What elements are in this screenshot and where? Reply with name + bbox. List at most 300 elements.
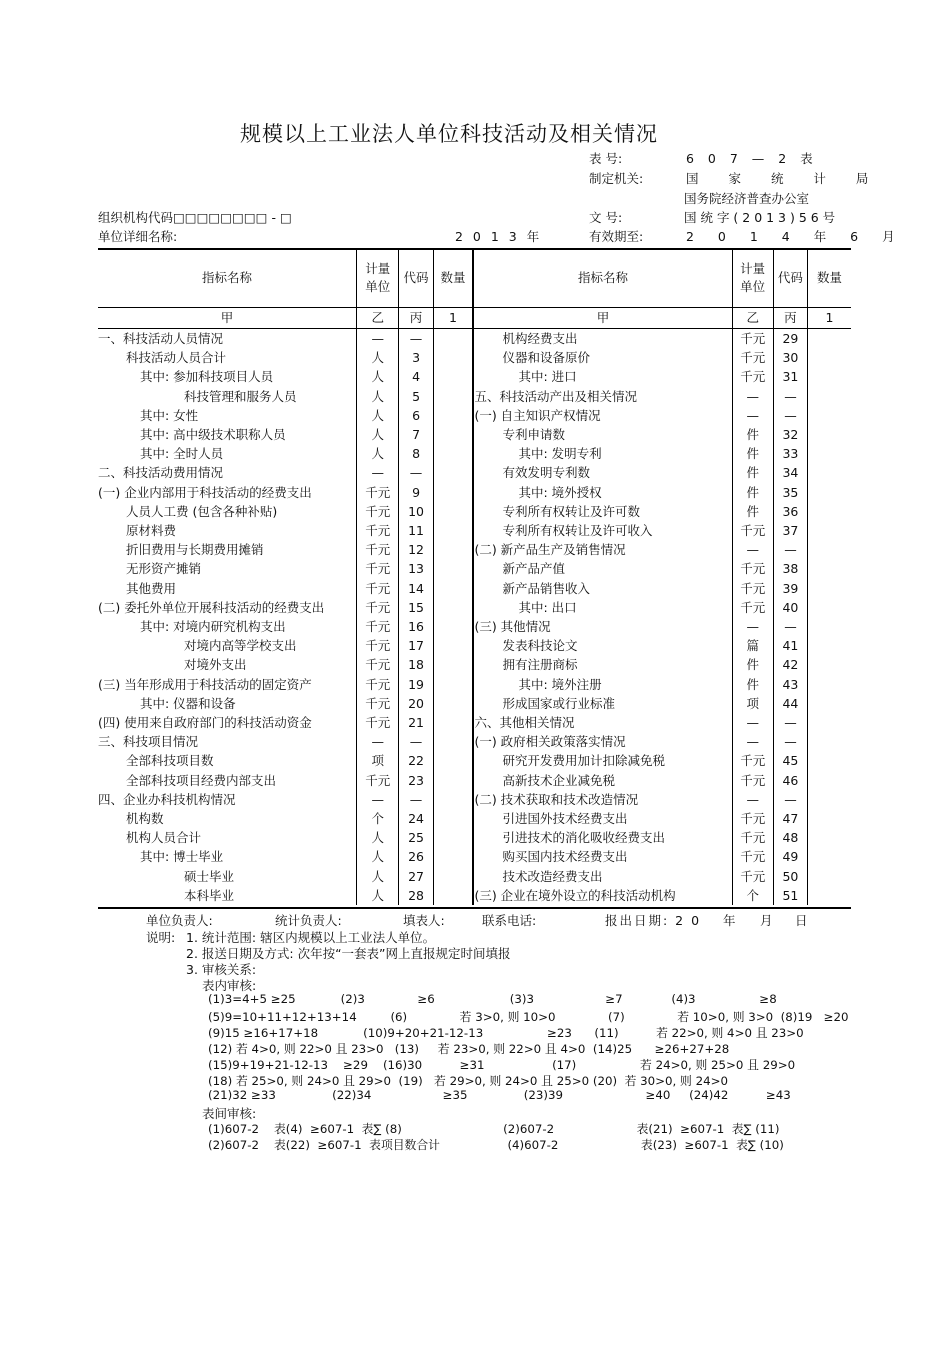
table-row <box>98 579 851 598</box>
unit-left: 千元 <box>357 617 399 636</box>
unit-right: — <box>732 732 773 751</box>
qty-left[interactable] <box>433 867 473 886</box>
table-row <box>98 655 851 674</box>
indicator-name-right: 仪器和设备原价 <box>502 350 590 366</box>
table-row <box>98 559 851 578</box>
table-row <box>98 348 851 367</box>
qty-right[interactable] <box>808 483 852 502</box>
qty-right[interactable] <box>808 444 852 463</box>
unit-right: — <box>732 790 773 809</box>
between-check-row: (1)607-2 表(4) ≥607-1 表∑ (8) (2)607-2 表(21) ≥607-1 表∑ (11) <box>208 1122 780 1136</box>
code-left: 25 <box>399 828 433 847</box>
code-right: 30 <box>773 348 807 367</box>
code-left: 15 <box>399 598 433 617</box>
inner-check-row: (1)3=4+5 ≥25 (2)3 ≥6 (3)3 ≥7 (4)3 ≥8 <box>208 992 777 1006</box>
unit-right: — <box>732 406 773 425</box>
qty-left[interactable] <box>433 540 473 559</box>
inner-check-label: 表内审核: <box>202 978 257 993</box>
header-code: 代码 <box>399 249 433 308</box>
indicator-name-right: 引进技术的消化吸收经费支出 <box>502 830 665 846</box>
indicator-name-left: 对境外支出 <box>184 657 247 673</box>
unit-right: 千元 <box>732 771 773 790</box>
indicator-name-right: 其中: 境外注册 <box>518 676 602 692</box>
table-row <box>98 790 851 809</box>
indicator-name-right: 专利所有权转让及许可收入 <box>502 523 653 539</box>
unit-right: 千元 <box>732 559 773 578</box>
unit-left: 人 <box>357 867 399 886</box>
code-right: 39 <box>773 579 807 598</box>
code-left: 13 <box>399 559 433 578</box>
unit-left: 人 <box>357 406 399 425</box>
qty-right[interactable] <box>808 771 852 790</box>
between-check-label: 表间审核: <box>202 1106 257 1121</box>
qty-left[interactable] <box>433 502 473 521</box>
unit-left: 千元 <box>357 502 399 521</box>
code-left: 21 <box>399 713 433 732</box>
indicator-name-left: 其中: 参加科技项目人员 <box>140 369 274 385</box>
header-qty-right: 数量 <box>808 249 852 308</box>
table-bottom-rule <box>98 907 851 909</box>
indicator-name-left: 人员人工费 (包含各种补贴) <box>126 503 278 519</box>
qty-left[interactable] <box>433 655 473 674</box>
table-row <box>98 521 851 540</box>
inner-check-row: (21)32 ≥33 (22)34 ≥35 (23)39 ≥40 (24)42 ≥43 <box>208 1088 791 1102</box>
qty-left[interactable] <box>433 751 473 770</box>
code-left: 27 <box>399 867 433 886</box>
inner-check-row: (9)15 ≥16+17+18 (10)9+20+21-12-13 ≥23 (11) 若 22>0, 则 4>0 且 23>0 <box>208 1026 804 1040</box>
qty-left[interactable] <box>433 348 473 367</box>
code-right: — <box>773 540 807 559</box>
table-row <box>98 540 851 559</box>
qty-left[interactable] <box>433 387 473 406</box>
unit-left: 人 <box>357 425 399 444</box>
table-row <box>98 483 851 502</box>
code-left: 16 <box>399 617 433 636</box>
unit-left: 千元 <box>357 694 399 713</box>
unit-left: 人 <box>357 886 399 905</box>
table-row <box>98 771 851 790</box>
indicator-name-right: (一) 政府相关政策落实情况 <box>474 734 626 750</box>
code-right: 41 <box>773 636 807 655</box>
qty-left[interactable] <box>433 406 473 425</box>
authority: 国 家 统 计 局 <box>686 171 882 186</box>
code-right: 45 <box>773 751 807 770</box>
unit-left: 千元 <box>357 771 399 790</box>
qty-right[interactable] <box>808 329 852 349</box>
unit-right: 件 <box>732 502 773 521</box>
table-row <box>98 675 851 694</box>
code-right: 35 <box>773 483 807 502</box>
code-left: 17 <box>399 636 433 655</box>
code-right: 32 <box>773 425 807 444</box>
code-right: 29 <box>773 329 807 349</box>
unit-left: 人 <box>357 348 399 367</box>
code-left: 9 <box>399 483 433 502</box>
indicator-name-left: 其他费用 <box>126 580 177 596</box>
table-row <box>98 828 851 847</box>
unit-right: — <box>732 713 773 732</box>
unit-right: 项 <box>732 694 773 713</box>
unit-right: — <box>732 540 773 559</box>
inner-check-row: (5)9=10+11+12+13+14 (6) 若 3>0, 则 10>0 (7) 若 10>0, 则 3>0 (8)19 ≥20 <box>208 1010 849 1024</box>
qty-left[interactable] <box>433 329 473 349</box>
qty-left[interactable] <box>433 444 473 463</box>
indicator-name-left: 其中: 全时人员 <box>140 446 224 462</box>
unit-left: — <box>357 463 399 482</box>
note-3: 3. 审核关系: <box>186 962 257 977</box>
qty-right[interactable] <box>808 886 852 905</box>
indicator-name-right: 其中: 境外授权 <box>518 484 602 500</box>
unit-right: 件 <box>732 655 773 674</box>
code-left: 20 <box>399 694 433 713</box>
code-left: 4 <box>399 367 433 386</box>
unit-right: — <box>732 387 773 406</box>
unit-left: 人 <box>357 847 399 866</box>
qty-left[interactable] <box>433 713 473 732</box>
qty-left[interactable] <box>433 483 473 502</box>
inner-check-row: (15)9+19+21-12-13 ≥29 (16)30 ≥31 (17) 若 24>0, 则 25>0 且 29>0 <box>208 1058 796 1072</box>
header-unit-right: 计量单位 <box>732 249 773 308</box>
indicator-name-right: 六、其他相关情况 <box>474 715 575 731</box>
qty-right[interactable] <box>808 367 852 386</box>
indicator-name-right: 发表科技论文 <box>502 638 578 654</box>
code-left: 8 <box>399 444 433 463</box>
unit-left: — <box>357 732 399 751</box>
code-right: 49 <box>773 847 807 866</box>
report-year: 2 0 1 3 年 <box>455 229 543 244</box>
table-header-row <box>98 249 851 308</box>
inner-check-row: (12) 若 4>0, 则 22>0 且 23>0 (13) 若 23>0, 则 22>0 且 4>0 (14)25 ≥26+27+28 <box>208 1042 730 1056</box>
indicator-name-left: 其中: 女性 <box>140 407 199 423</box>
indicator-name-left: 对境内高等学校支出 <box>184 638 297 654</box>
code-right: 31 <box>773 367 807 386</box>
code-right: 37 <box>773 521 807 540</box>
qty-right[interactable] <box>808 867 852 886</box>
qty-right[interactable] <box>808 751 852 770</box>
code-left: 22 <box>399 751 433 770</box>
code-left: 24 <box>399 809 433 828</box>
unit-left: 千元 <box>357 521 399 540</box>
qty-right[interactable] <box>808 828 852 847</box>
qty-right[interactable] <box>808 463 852 482</box>
org-code-label: 组织机构代码□□□□□□□□ - □ <box>98 210 292 225</box>
indicator-name-right: 其中: 发明专利 <box>518 446 602 462</box>
code-left: 7 <box>399 425 433 444</box>
table-row <box>98 732 851 751</box>
qty-right[interactable] <box>808 406 852 425</box>
header-code-right: 代码 <box>773 249 807 308</box>
unit-right: 篇 <box>732 636 773 655</box>
unit-left: 项 <box>357 751 399 770</box>
indicator-name-right: 高新技术企业减免税 <box>502 772 615 788</box>
qty-right[interactable] <box>808 540 852 559</box>
table-row <box>98 809 851 828</box>
authority-2: 国务院经济普查办公室 <box>684 191 810 206</box>
indicator-name-left: 其中: 高中级技术职称人员 <box>140 427 286 443</box>
indicator-name-left: 全部科技项目经费内部支出 <box>126 772 277 788</box>
code-left: 10 <box>399 502 433 521</box>
code-right: 34 <box>773 463 807 482</box>
table-row <box>98 751 851 770</box>
code-right: 38 <box>773 559 807 578</box>
code-right: — <box>773 713 807 732</box>
indicator-name-left: 折旧费用与长期费用摊销 <box>126 542 264 558</box>
phone-label: 联系电话: <box>482 913 537 928</box>
table-row <box>98 502 851 521</box>
indicator-name-left: 其中: 仪器和设备 <box>140 695 236 711</box>
indicator-name-right: 新产品产值 <box>502 561 565 577</box>
unit-right: 千元 <box>732 847 773 866</box>
indicator-name-left: 无形资产摊销 <box>126 561 202 577</box>
unit-left: 千元 <box>357 559 399 578</box>
doc-no-label: 文 号: <box>589 210 623 225</box>
code-left: — <box>399 329 433 349</box>
month-suffix: 月 <box>760 913 773 928</box>
report-date-label: 报出日期: 2 0 <box>605 913 702 928</box>
header-qty: 数量 <box>433 249 473 308</box>
indicator-name-right: 购买国内技术经费支出 <box>502 849 628 865</box>
unit-right: 千元 <box>732 828 773 847</box>
unit-left: 千元 <box>357 675 399 694</box>
qty-right[interactable] <box>808 713 852 732</box>
code-right: — <box>773 732 807 751</box>
between-check-row: (2)607-2 表(22) ≥607-1 表项目数合计 (4)607-2 表(23) ≥607-1 表∑ (10) <box>208 1138 784 1152</box>
unit-left: 人 <box>357 367 399 386</box>
subheader-qty-right: 1 <box>808 308 852 329</box>
unit-right: 千元 <box>732 867 773 886</box>
code-right: 48 <box>773 828 807 847</box>
unit-right: 千元 <box>732 329 773 349</box>
table-row <box>98 886 851 905</box>
code-left: 6 <box>399 406 433 425</box>
table-row <box>98 406 851 425</box>
qty-right[interactable] <box>808 579 852 598</box>
qty-left[interactable] <box>433 790 473 809</box>
unit-left: — <box>357 329 399 349</box>
table-row <box>98 694 851 713</box>
year-suffix: 年 <box>723 913 736 928</box>
code-left: 23 <box>399 771 433 790</box>
indicator-name-left: 科技活动人员合计 <box>126 350 227 366</box>
doc-no: 国 统 字 ( 2 0 1 3 ) 5 6 号 <box>684 210 836 225</box>
filler-label: 填表人: <box>403 913 445 928</box>
valid-until: 2 0 1 4 年 6 月 <box>686 229 905 244</box>
code-right: 42 <box>773 655 807 674</box>
unit-left: 千元 <box>357 579 399 598</box>
qty-left[interactable] <box>433 847 473 866</box>
unit-left: 千元 <box>357 540 399 559</box>
table-row <box>98 425 851 444</box>
qty-left[interactable] <box>433 636 473 655</box>
indicator-name-right: (三) 其他情况 <box>474 619 551 635</box>
indicator-name-left: 本科毕业 <box>184 887 235 903</box>
note-1: 1. 统计范围: 辖区内规模以上工业法人单位。 <box>186 930 436 945</box>
qty-left[interactable] <box>433 886 473 905</box>
unit-left: — <box>357 790 399 809</box>
indicator-name-left: 硕士毕业 <box>184 868 235 884</box>
page-title: 规模以上工业法人单位科技活动及相关情况 <box>240 122 658 146</box>
table-row <box>98 387 851 406</box>
indicator-name-right: (三) 企业在境外设立的科技活动机构 <box>474 887 676 903</box>
qty-left[interactable] <box>433 521 473 540</box>
unit-right: 件 <box>732 444 773 463</box>
qty-left[interactable] <box>433 828 473 847</box>
unit-head-label: 单位负责人: <box>146 913 213 928</box>
subheader-name-right: 甲 <box>473 308 732 329</box>
unit-left: 人 <box>357 444 399 463</box>
qty-left[interactable] <box>433 675 473 694</box>
code-left: — <box>399 790 433 809</box>
indicator-name-right: 其中: 出口 <box>518 599 577 615</box>
unit-right: 件 <box>732 675 773 694</box>
table-subheader-row <box>98 308 851 329</box>
qty-left[interactable] <box>433 598 473 617</box>
authority-label: 制定机关: <box>589 171 644 186</box>
indicator-name-right: 引进国外技术经费支出 <box>502 811 628 827</box>
code-left: 19 <box>399 675 433 694</box>
code-left: 11 <box>399 521 433 540</box>
indicator-name-right: 专利所有权转让及许可数 <box>502 503 640 519</box>
code-right: 46 <box>773 771 807 790</box>
day-suffix: 日 <box>795 913 808 928</box>
qty-right[interactable] <box>808 617 852 636</box>
subheader-code: 丙 <box>399 308 433 329</box>
unit-name-label: 单位详细名称: <box>98 229 178 244</box>
unit-right: 件 <box>732 425 773 444</box>
qty-right[interactable] <box>808 809 852 828</box>
unit-right: 件 <box>732 463 773 482</box>
qty-right[interactable] <box>808 636 852 655</box>
qty-right[interactable] <box>808 502 852 521</box>
qty-right[interactable] <box>808 521 852 540</box>
indicator-name-left: 其中: 博士毕业 <box>140 849 224 865</box>
indicator-name-left: 三、科技项目情况 <box>98 734 199 750</box>
qty-right[interactable] <box>808 425 852 444</box>
qty-left[interactable] <box>433 367 473 386</box>
indicator-name-left: (一) 企业内部用于科技活动的经费支出 <box>98 484 312 500</box>
table-row <box>98 847 851 866</box>
unit-left: 人 <box>357 828 399 847</box>
code-left: — <box>399 463 433 482</box>
code-right: — <box>773 387 807 406</box>
header-name-right: 指标名称 <box>473 249 732 308</box>
code-right: 40 <box>773 598 807 617</box>
qty-left[interactable] <box>433 559 473 578</box>
indicator-name-right: 其中: 进口 <box>518 369 577 385</box>
qty-right[interactable] <box>808 790 852 809</box>
code-right: 50 <box>773 867 807 886</box>
table-row <box>98 598 851 617</box>
table-row <box>98 329 851 349</box>
indicator-name-left: 全部科技项目数 <box>126 753 214 769</box>
qty-right[interactable] <box>808 655 852 674</box>
table-row <box>98 713 851 732</box>
qty-right[interactable] <box>808 387 852 406</box>
header-name: 指标名称 <box>98 249 357 308</box>
indicator-name-right: 研究开发费用加计扣除减免税 <box>502 753 665 769</box>
indicator-name-right: 有效发明专利数 <box>502 465 590 481</box>
header-unit: 计量单位 <box>357 249 399 308</box>
code-left: 12 <box>399 540 433 559</box>
qty-right[interactable] <box>808 559 852 578</box>
code-right: 33 <box>773 444 807 463</box>
subheader-unit-right: 乙 <box>732 308 773 329</box>
unit-left: 千元 <box>357 636 399 655</box>
unit-left: 人 <box>357 387 399 406</box>
table-row <box>98 867 851 886</box>
unit-right: 件 <box>732 483 773 502</box>
qty-right[interactable] <box>808 348 852 367</box>
qty-left[interactable] <box>433 425 473 444</box>
unit-right: — <box>732 617 773 636</box>
indicator-name-right: 技术改造经费支出 <box>502 868 603 884</box>
qty-left[interactable] <box>433 579 473 598</box>
indicator-name-left: (二) 委托外单位开展科技活动的经费支出 <box>98 599 325 615</box>
inner-check-row: (18) 若 25>0, 则 24>0 且 29>0 (19) 若 29>0, 则 24>0 且 25>0 (20) 若 30>0, 则 24>0 <box>208 1074 728 1088</box>
stat-head-label: 统计负责人: <box>275 913 342 928</box>
qty-right[interactable] <box>808 694 852 713</box>
code-right: — <box>773 617 807 636</box>
unit-right: 千元 <box>732 367 773 386</box>
code-left: 5 <box>399 387 433 406</box>
code-right: 47 <box>773 809 807 828</box>
indicator-name-left: 二、科技活动费用情况 <box>98 465 224 481</box>
qty-left[interactable] <box>433 694 473 713</box>
unit-right: 千元 <box>732 579 773 598</box>
indicator-name-right: (二) 新产品生产及销售情况 <box>474 542 626 558</box>
unit-right: 千元 <box>732 751 773 770</box>
code-right: 43 <box>773 675 807 694</box>
indicator-name-left: 四、企业办科技机构情况 <box>98 791 236 807</box>
unit-left: 千元 <box>357 483 399 502</box>
indicator-name-left: 原材料费 <box>126 523 177 539</box>
code-right: — <box>773 406 807 425</box>
code-left: 26 <box>399 847 433 866</box>
code-left: — <box>399 732 433 751</box>
code-left: 3 <box>399 348 433 367</box>
qty-left[interactable] <box>433 732 473 751</box>
indicator-name-right: 拥有注册商标 <box>502 657 578 673</box>
qty-left[interactable] <box>433 617 473 636</box>
unit-right: 个 <box>732 886 773 905</box>
note-2: 2. 报送日期及方式: 次年按“一套表”网上直报规定时间填报 <box>186 946 511 961</box>
table-no-label: 表 号: <box>589 151 623 166</box>
table-row <box>98 367 851 386</box>
qty-right[interactable] <box>808 847 852 866</box>
table-row <box>98 463 851 482</box>
unit-right: 千元 <box>732 348 773 367</box>
qty-left[interactable] <box>433 809 473 828</box>
indicator-name-left: 科技管理和服务人员 <box>184 388 297 404</box>
unit-right: 千元 <box>732 809 773 828</box>
unit-left: 千元 <box>357 713 399 732</box>
indicator-name-right: (一) 自主知识产权情况 <box>474 407 601 423</box>
qty-left[interactable] <box>433 771 473 790</box>
indicator-name-left: 机构数 <box>126 811 164 827</box>
qty-right[interactable] <box>808 598 852 617</box>
qty-right[interactable] <box>808 675 852 694</box>
indicator-name-left: 其中: 对境内研究机构支出 <box>140 619 286 635</box>
unit-left: 千元 <box>357 598 399 617</box>
indicator-name-right: 五、科技活动产出及相关情况 <box>474 388 637 404</box>
qty-right[interactable] <box>808 732 852 751</box>
qty-left[interactable] <box>433 463 473 482</box>
subheader-name: 甲 <box>98 308 357 329</box>
code-left: 28 <box>399 886 433 905</box>
unit-left: 千元 <box>357 655 399 674</box>
indicator-name-right: 机构经费支出 <box>502 331 578 346</box>
notes-label: 说明: <box>146 930 176 945</box>
